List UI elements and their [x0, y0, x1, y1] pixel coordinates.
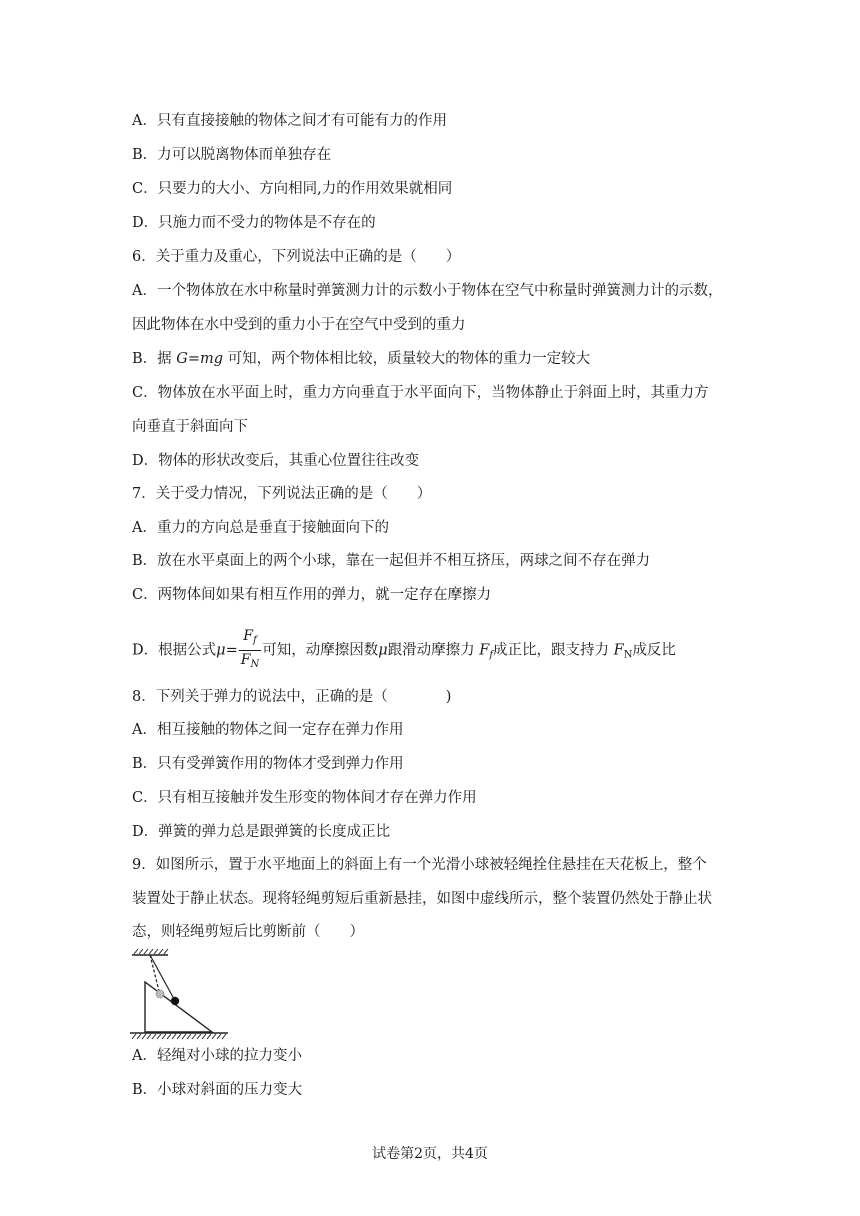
rope-dashed	[150, 955, 159, 991]
q7-d-text3: 成正比，跟支持力	[493, 642, 614, 659]
q6-option-c-line1: C．物体放在水平面上时，重力方向垂直于水平面向下，当物体静止于斜面上时，其重力方	[132, 385, 709, 401]
q7-d-ff-sub: f	[489, 649, 494, 661]
q9-stem-line2: 装置处于静止状态。现将轻绳剪短后重新悬挂，如图中虚线所示，整个装置仍然处于静止状	[132, 891, 712, 907]
q7-d-mu2: μ	[378, 642, 388, 659]
q7-option-d	[132, 627, 676, 674]
q8-option-c: C．只有相互接触并发生形变的物体间才存在弹力作用	[132, 790, 477, 806]
q7-d-fraction-denominator: $F_N$	[240, 652, 260, 670]
q6-option-a-line2: 因此物体在水中受到的重力小于在空气中受到的重力	[132, 317, 466, 333]
q6-option-a-line1: A．一个物体放在水中称量时弹簧测力计的示数小于物体在空气中称量时弹簧测力计的示数，	[132, 283, 723, 299]
ceiling-hatch	[134, 949, 168, 954]
q6-option-c-line2: 向垂直于斜面向下	[132, 419, 248, 435]
q7-d-eq: =	[225, 642, 238, 659]
q6-stem: 6．关于重力及重心，下列说法中正确的是（ ）	[132, 249, 461, 265]
q7-option-a: A．重力的方向总是垂直于接触面向下的	[132, 520, 389, 536]
q5-option-b: B．力可以脱离物体而单独存在	[132, 147, 332, 163]
ball	[171, 997, 179, 1005]
ground-hatch	[132, 1034, 226, 1039]
q7-option-c: C．两物体间如果有相互作用的弹力，就一定存在摩擦力	[132, 587, 492, 603]
q9-stem-line3: 态，则轻绳剪短后比剪断前（ ）	[132, 924, 364, 940]
q9-option-a: A．轻绳对小球的拉力变小	[132, 1048, 302, 1064]
incline-ball-diagram	[128, 948, 230, 1040]
q8-stem: 8．下列关于弹力的说法中，正确的是（ )	[132, 689, 452, 705]
q8-option-b: B．只有受弹簧作用的物体才受到弹力作用	[132, 756, 404, 772]
q6-option-b-formula: G=mg	[176, 351, 224, 367]
q7-d-fraction-numerator: $F_f$	[239, 627, 261, 651]
q7-d-ff: F	[479, 642, 490, 659]
q6-option-b-text: 可知，两个物体相比较，质量较大的物体的重力一定较大	[223, 351, 591, 367]
q7-d-text2: 跟滑动摩擦力	[387, 642, 480, 659]
q7-d-text1: 可知，动摩擦因数	[262, 642, 379, 659]
ball-dashed	[156, 990, 164, 998]
q6-option-d: D．物体的形状改变后，其重心位置往往改变	[132, 453, 420, 469]
q7-d-fn: F	[613, 642, 624, 659]
q8-option-a: A．相互接触的物体之间一定存在弹力作用	[132, 722, 404, 738]
q6-option-b	[132, 349, 590, 369]
q7-stem: 7．关于受力情况，下列说法正确的是（ ）	[132, 486, 432, 502]
incline-ball-figure	[128, 948, 230, 1040]
page-footer: 试卷第2页，共4页	[372, 1146, 488, 1162]
q8-option-d: D．弹簧的弹力总是跟弹簧的长度成正比	[132, 824, 391, 840]
q7-option-b: B．放在水平桌面上的两个小球，靠在一起但并不相互挤压，两球之间不存在弹力	[132, 553, 651, 569]
q6-option-b-prefix: B．据	[132, 351, 177, 367]
q5-option-d: D．只施力而不受力的物体是不存在的	[132, 215, 376, 231]
q9-option-b: B．小球对斜面的压力变大	[132, 1082, 303, 1098]
incline-triangle	[145, 982, 212, 1032]
q7-d-text4: 成反比	[632, 642, 676, 659]
q7-d-fn-sub: N	[623, 649, 633, 661]
q7-d-prefix: D．根据公式	[132, 642, 217, 659]
q9-stem-line1: 9．如图所示，置于水平地面上的斜面上有一个光滑小球被轻绳拴住悬挂在天花板上，整个	[132, 857, 707, 873]
q7-d-mu: μ	[216, 642, 226, 659]
q7-d-fraction	[239, 627, 261, 674]
q5-option-a: A．只有直接接触的物体之间才有可能有力的作用	[132, 113, 447, 129]
q5-option-c: C．只要力的大小、方向相同,力的作用效果就相同	[132, 181, 453, 197]
